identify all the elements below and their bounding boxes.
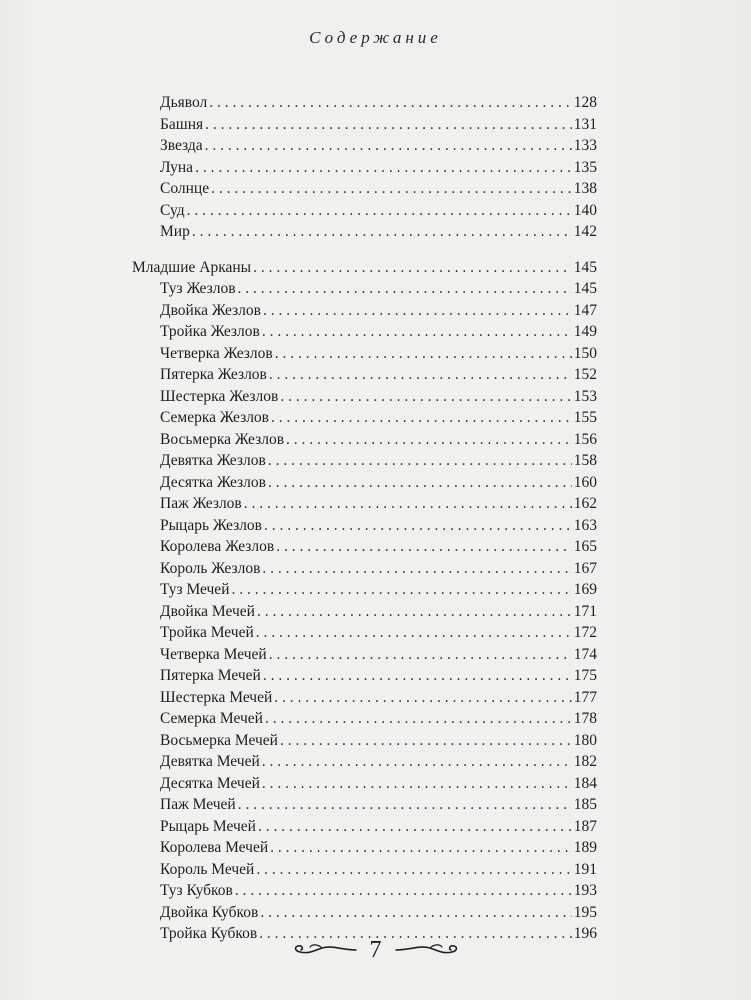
toc-entry-page: 184 — [573, 774, 597, 792]
toc-entry-row — [132, 135, 597, 157]
toc-entry-page: 178 — [573, 710, 597, 727]
toc-entry-row — [132, 221, 597, 243]
dot-leader — [205, 135, 572, 157]
toc-entry-title: Паж Мечей — [160, 796, 236, 813]
dot-leader — [260, 902, 571, 924]
toc-entry-title: Десятка Мечей — [160, 774, 260, 792]
toc-entry-title: Туз Жезлов — [160, 280, 236, 297]
toc-entry-page: 147 — [573, 301, 597, 319]
toc-entry-row — [132, 708, 597, 730]
dot-leader — [263, 300, 572, 322]
dot-leader — [256, 622, 572, 644]
toc-entry-row — [132, 859, 597, 881]
toc-entry-page: 171 — [573, 602, 597, 620]
toc-entry-page: 128 — [573, 94, 597, 111]
toc-entry-page: 162 — [573, 495, 597, 512]
section-gap — [132, 243, 597, 257]
toc-entry-title: Пятерка Жезлов — [160, 366, 267, 383]
toc-entry-row — [132, 601, 597, 623]
toc-entry-page: 167 — [573, 559, 597, 577]
dot-leader — [280, 730, 572, 752]
dot-leader — [244, 493, 572, 515]
toc-entry-page: 187 — [573, 817, 597, 835]
toc-entry-page: 158 — [573, 452, 597, 469]
toc-entry-row — [132, 579, 597, 601]
toc-entry-row — [132, 665, 597, 687]
toc-entry-title: Двойка Жезлов — [160, 301, 261, 319]
toc-entry-row — [132, 278, 597, 300]
toc-entry-row — [132, 200, 597, 222]
dot-leader — [262, 773, 572, 795]
dot-leader — [238, 794, 572, 816]
toc-entry-row — [132, 178, 597, 200]
toc-entry-row — [132, 622, 597, 644]
toc-entry-title: Девятка Мечей — [160, 753, 260, 770]
toc-entry-title: Тройка Жезлов — [160, 323, 260, 340]
dot-leader — [263, 665, 572, 687]
toc-entry-title: Солнце — [160, 180, 210, 197]
toc-entry-title: Туз Мечей — [160, 581, 230, 598]
toc-entry-title: Башня — [160, 115, 204, 133]
toc-entry-row — [132, 794, 597, 816]
dot-leader — [262, 321, 572, 343]
toc-major-arcana-list — [132, 92, 597, 243]
toc-entry-row — [132, 687, 597, 709]
dot-leader — [275, 343, 572, 365]
toc-entry-row — [132, 558, 597, 580]
dot-leader — [269, 364, 572, 386]
toc-entry-page: 191 — [573, 860, 597, 878]
toc-entry-row — [132, 407, 597, 429]
dot-leader — [262, 751, 572, 773]
toc-entry-title: Двойка Кубков — [160, 903, 259, 921]
toc-entry-row — [132, 157, 597, 179]
toc-entry-row — [132, 92, 597, 114]
toc-section-page: 145 — [573, 258, 597, 276]
toc-entry-page: 133 — [573, 137, 597, 154]
dot-leader — [195, 157, 572, 179]
toc-entry-row — [132, 816, 597, 838]
dot-leader — [211, 178, 572, 200]
toc-entry-title: Четверка Жезлов — [160, 344, 273, 362]
toc-entry-page: 149 — [573, 323, 597, 340]
toc-entry-row — [132, 751, 597, 773]
toc-entry-page: 156 — [573, 430, 597, 448]
toc-entry-row — [132, 837, 597, 859]
dot-leader — [209, 92, 571, 114]
toc-entry-page: 195 — [573, 903, 597, 921]
running-header: Содержание — [309, 28, 442, 47]
toc-entry-title: Рыцарь Жезлов — [160, 516, 262, 534]
toc-entry-title: Король Мечей — [160, 860, 255, 878]
toc-entry-page: 175 — [573, 667, 597, 684]
toc-entry-title: Тройка Кубков — [160, 925, 258, 942]
toc-entry-title: Дьявол — [160, 94, 208, 111]
toc-entry-row — [132, 902, 597, 924]
toc-entry-page: 193 — [573, 882, 597, 899]
toc-entry-title: Рыцарь Мечей — [160, 817, 256, 835]
toc-entry-title: Пятерка Мечей — [160, 667, 261, 684]
toc-entry-page: 189 — [573, 839, 597, 856]
toc-entry-title: Королева Жезлов — [160, 538, 275, 555]
toc-entry-page: 180 — [573, 731, 597, 749]
dot-leader — [232, 579, 572, 601]
toc-entry-row — [132, 321, 597, 343]
toc-entry-page: 172 — [573, 624, 597, 641]
page-number: 7 — [369, 936, 382, 963]
toc-entry-page: 174 — [573, 645, 597, 663]
toc-entry-title: Восьмерка Мечей — [160, 731, 278, 749]
toc-entry-page: 150 — [573, 344, 597, 362]
toc-entry-row — [132, 773, 597, 795]
toc-entry-page: 169 — [573, 581, 597, 598]
toc-entry-page: 165 — [573, 538, 597, 555]
dot-leader — [238, 278, 572, 300]
toc-entry-row — [132, 429, 597, 451]
toc-entry-title: Луна — [160, 158, 194, 176]
dot-leader — [276, 536, 572, 558]
dot-leader — [268, 450, 572, 472]
toc-entry-row — [132, 343, 597, 365]
dot-leader — [265, 708, 572, 730]
dot-leader — [205, 114, 572, 136]
toc-entry-row — [132, 472, 597, 494]
dot-leader — [264, 515, 572, 537]
toc-entry-title: Король Жезлов — [160, 559, 261, 577]
toc-entry-page: 131 — [573, 115, 597, 133]
toc-entry-page: 182 — [573, 753, 597, 770]
toc-entry-title: Суд — [160, 201, 185, 219]
toc-entry-title: Семерка Мечей — [160, 710, 263, 727]
toc-entry-row — [132, 364, 597, 386]
toc-entry-title: Мир — [160, 223, 190, 240]
dot-leader — [280, 386, 571, 408]
dot-leader — [274, 687, 571, 709]
toc-entry-page: 135 — [573, 158, 597, 176]
toc-entry-page: 145 — [573, 280, 597, 297]
toc-entry-page: 140 — [573, 201, 597, 219]
toc-minor-arcana-list — [132, 278, 597, 945]
toc-section-title: Младшие Арканы — [132, 258, 252, 276]
toc-entry-page: 155 — [573, 409, 597, 426]
dot-leader — [258, 816, 572, 838]
toc-entry-row — [132, 515, 597, 537]
toc-entry-row — [132, 386, 597, 408]
toc-entry-page: 177 — [573, 688, 597, 706]
toc-entry-row — [132, 536, 597, 558]
dot-leader — [271, 407, 572, 429]
toc-entry-title: Семерка Жезлов — [160, 409, 269, 426]
toc-entry-page: 153 — [573, 387, 597, 405]
right-flourish-ornament — [394, 942, 460, 958]
toc-entry-row — [132, 880, 597, 902]
dot-leader — [286, 429, 572, 451]
toc-entry-page: 196 — [573, 925, 597, 942]
toc-entry-title: Двойка Мечей — [160, 602, 255, 620]
toc-entry-title: Туз Кубков — [160, 882, 233, 899]
toc-entry-row — [132, 300, 597, 322]
dot-leader — [268, 472, 572, 494]
toc-entry-title: Шестерка Жезлов — [160, 387, 279, 405]
table-of-contents — [132, 92, 597, 945]
toc-entry-row — [132, 644, 597, 666]
dot-leader — [192, 221, 572, 243]
dot-leader — [253, 257, 572, 279]
toc-entry-title: Шестерка Мечей — [160, 688, 273, 706]
toc-entry-row — [132, 114, 597, 136]
toc-entry-page: 163 — [573, 516, 597, 534]
toc-entry-page: 152 — [573, 366, 597, 383]
toc-entry-page: 160 — [573, 473, 597, 491]
toc-entry-title: Девятка Жезлов — [160, 452, 266, 469]
toc-entry-title: Восьмерка Жезлов — [160, 430, 285, 448]
toc-entry-title: Десятка Жезлов — [160, 473, 266, 491]
dot-leader — [235, 880, 572, 902]
toc-entry-title: Паж Жезлов — [160, 495, 242, 512]
toc-entry-row — [132, 730, 597, 752]
toc-entry-page: 185 — [573, 796, 597, 813]
dot-leader — [269, 644, 572, 666]
toc-entry-page: 138 — [573, 180, 597, 197]
dot-leader — [256, 859, 571, 881]
dot-leader — [270, 837, 572, 859]
toc-entry-title: Звезда — [160, 137, 203, 154]
dot-leader — [187, 200, 572, 222]
page-footer — [0, 930, 751, 970]
left-flourish-ornament — [292, 942, 358, 958]
toc-entry-row — [132, 450, 597, 472]
toc-entry-title: Тройка Мечей — [160, 624, 254, 641]
dot-leader — [257, 601, 572, 623]
toc-section-row — [132, 257, 597, 279]
toc-entry-title: Четверка Мечей — [160, 645, 267, 663]
toc-entry-page: 142 — [573, 223, 597, 240]
toc-entry-row — [132, 493, 597, 515]
dot-leader — [262, 558, 571, 580]
toc-entry-title: Королева Мечей — [160, 839, 269, 856]
